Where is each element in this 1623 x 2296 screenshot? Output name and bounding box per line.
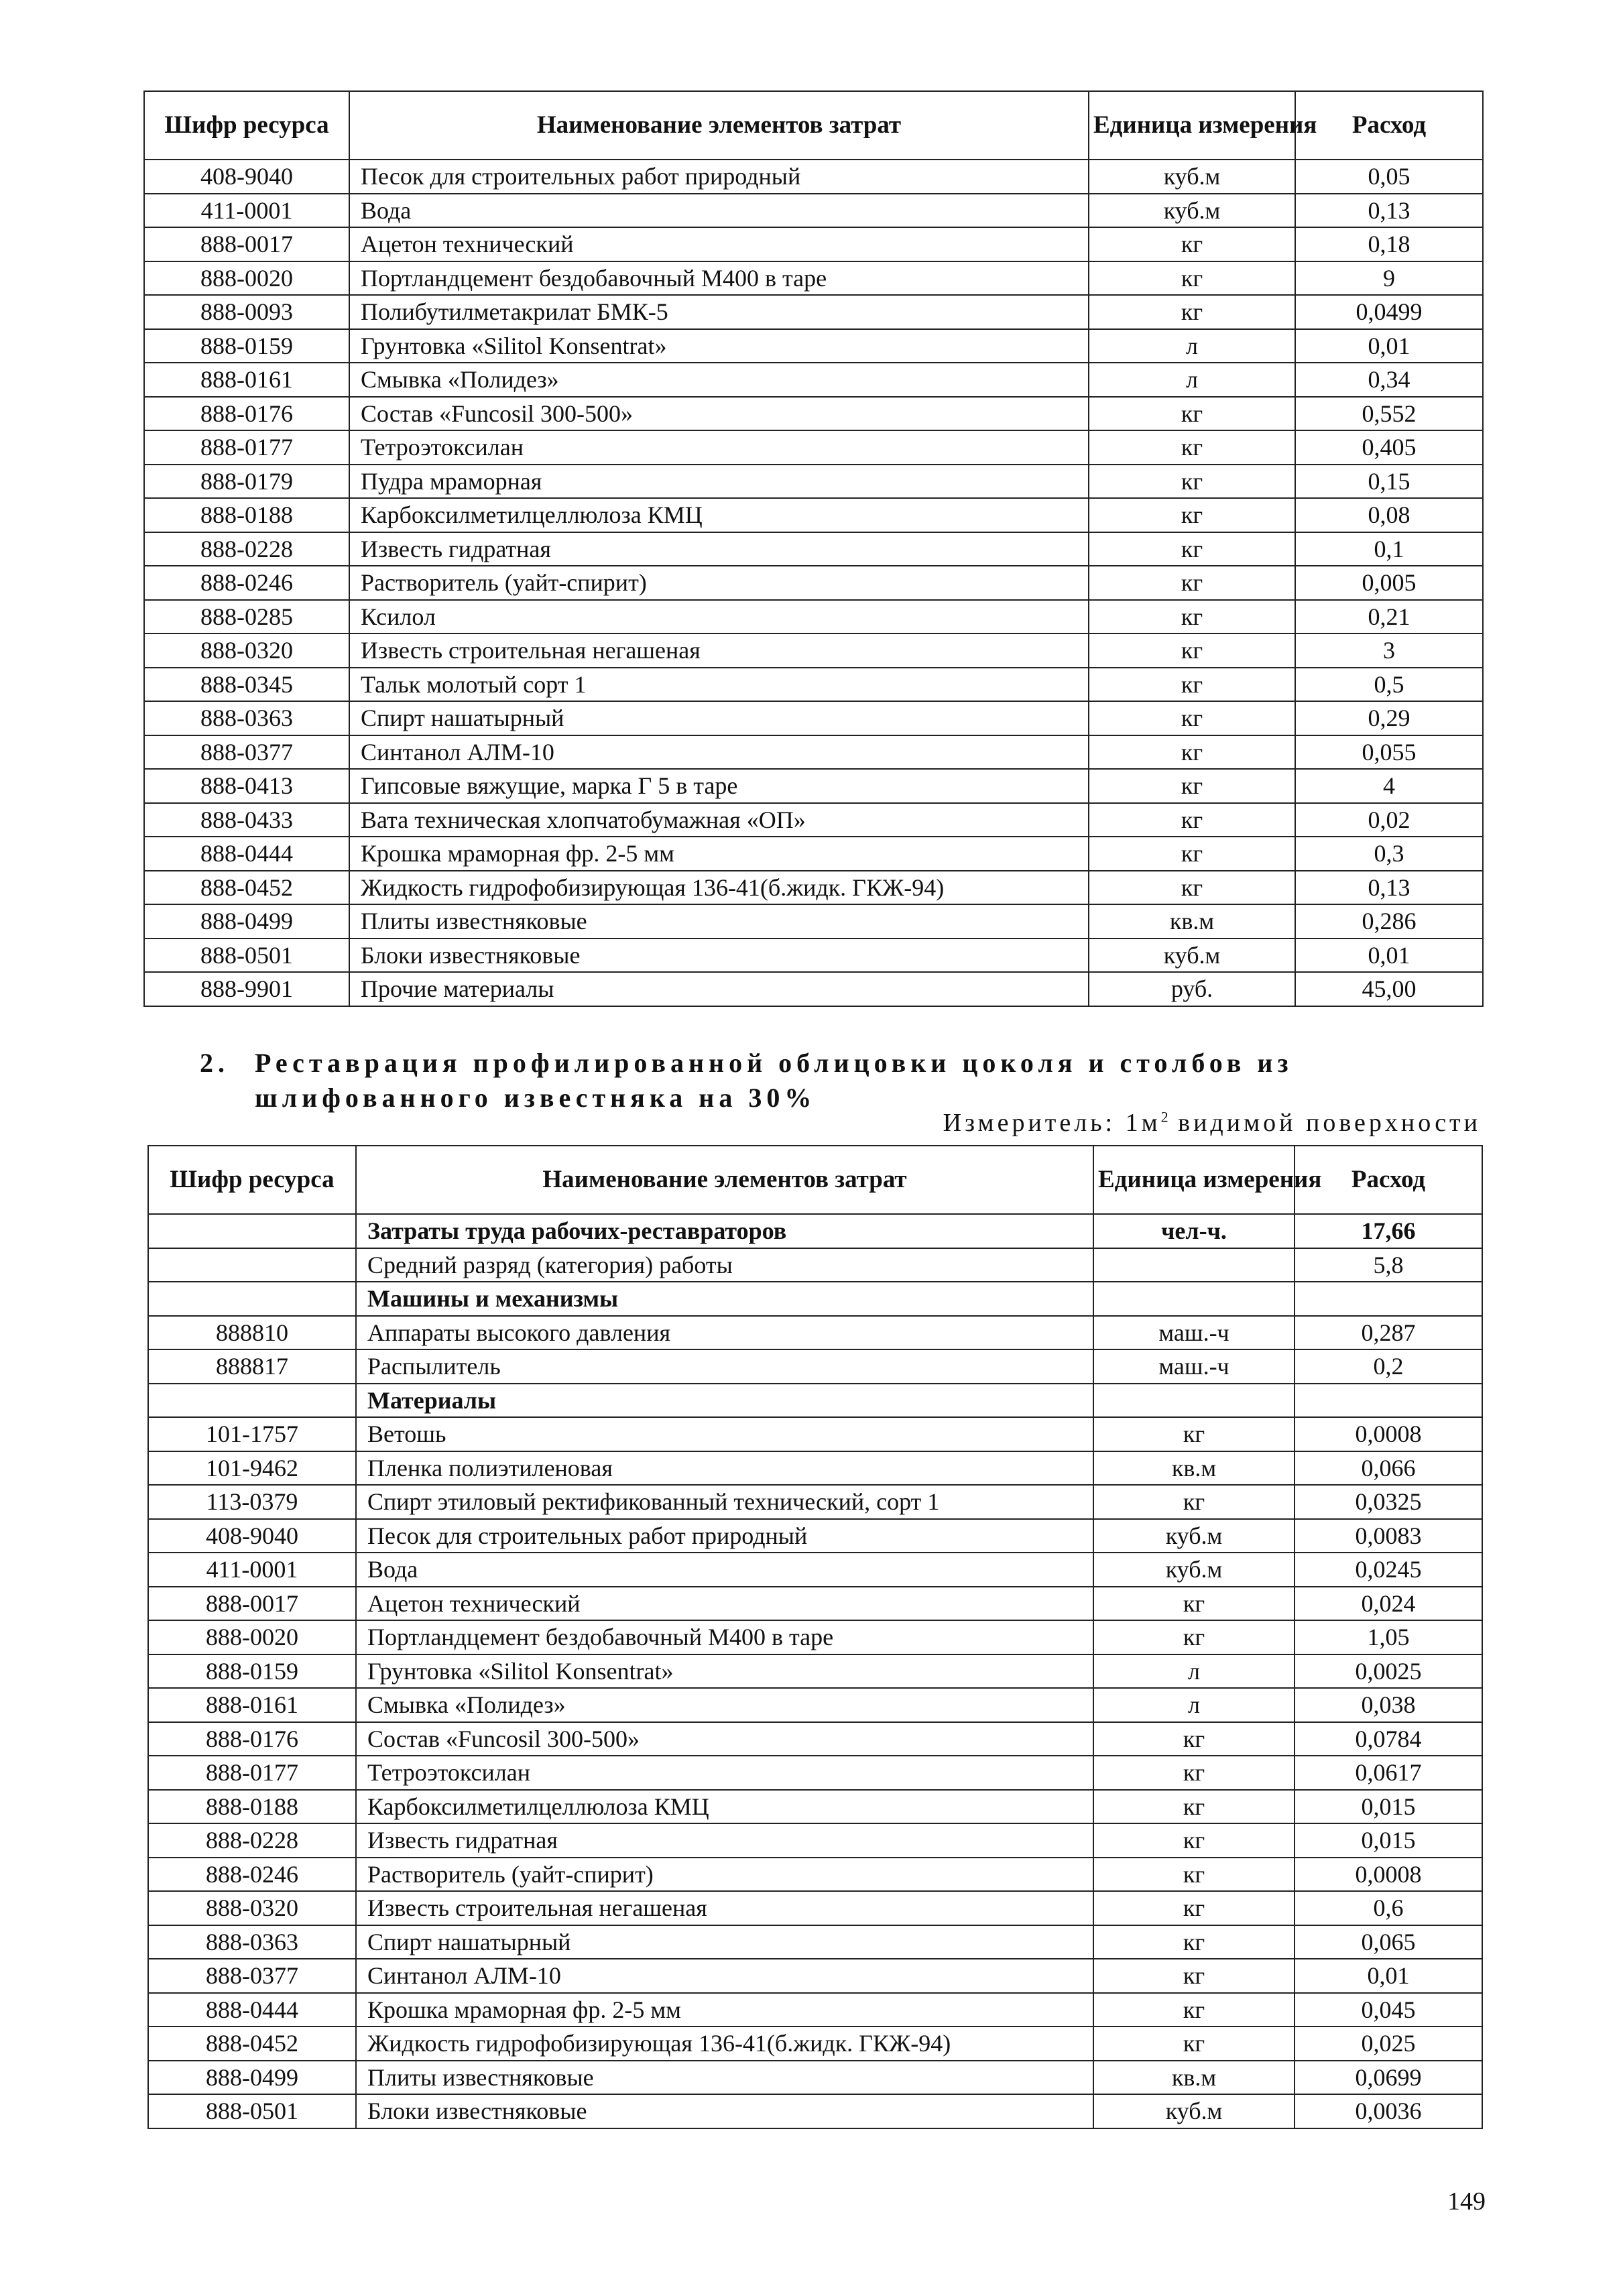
header-unit: Единица измерения bbox=[1089, 91, 1295, 160]
table-row bbox=[144, 735, 1483, 770]
table-row bbox=[148, 1756, 1482, 1790]
table-row bbox=[148, 2061, 1482, 2095]
table-row bbox=[144, 160, 1483, 194]
cell-unit: кг bbox=[1089, 295, 1295, 329]
cell-name: Жидкость гидрофобизирующая 136-41(б.жидк. ГКЖ-94) bbox=[349, 871, 1089, 905]
cell-name: Машины и механизмы bbox=[356, 1282, 1093, 1316]
cell-amount: 0,2 bbox=[1295, 1349, 1482, 1384]
header-name: Наименование элементов затрат bbox=[349, 91, 1089, 160]
cell-unit: л bbox=[1089, 329, 1295, 363]
cell-name: Портландцемент бездобавочный М400 в таре bbox=[349, 261, 1089, 296]
table-row bbox=[148, 1654, 1482, 1689]
cell-unit: куб.м bbox=[1093, 1519, 1295, 1553]
cell-unit: л bbox=[1093, 1654, 1295, 1689]
table-body bbox=[148, 1214, 1482, 2128]
table-row bbox=[144, 633, 1483, 668]
table-row bbox=[144, 600, 1483, 634]
cell-unit: кг bbox=[1093, 1858, 1295, 1892]
cell-amount: 0,552 bbox=[1295, 397, 1483, 431]
cell-amount bbox=[1295, 1282, 1482, 1316]
cell-unit: куб.м bbox=[1089, 160, 1295, 194]
measure-superscript: 2 bbox=[1160, 1108, 1168, 1126]
cell-unit: руб. bbox=[1089, 972, 1295, 1006]
cell-amount: 0,01 bbox=[1295, 939, 1483, 973]
table-row bbox=[144, 532, 1483, 566]
cell-name: Спирт этиловый ректификованный технический, сорт 1 bbox=[356, 1485, 1093, 1519]
cell-amount: 0,005 bbox=[1295, 566, 1483, 600]
cell-code: 411-0001 bbox=[148, 1553, 356, 1587]
cell-amount: 0,5 bbox=[1295, 668, 1483, 702]
table-row bbox=[148, 1688, 1482, 1722]
table-row bbox=[144, 261, 1483, 296]
cell-unit: кг bbox=[1093, 1959, 1295, 1993]
cell-amount: 0,01 bbox=[1295, 329, 1483, 363]
table-row bbox=[148, 1925, 1482, 1959]
cell-amount: 0,287 bbox=[1295, 1316, 1482, 1350]
cell-unit: кв.м bbox=[1093, 2061, 1295, 2095]
cell-name: Известь строительная негашеная bbox=[349, 633, 1089, 668]
cell-code: 888-0020 bbox=[144, 261, 349, 296]
cell-amount: 5,8 bbox=[1295, 1248, 1482, 1282]
table-row bbox=[148, 1993, 1482, 2027]
cell-amount: 0,065 bbox=[1295, 1925, 1482, 1959]
table-row bbox=[148, 1959, 1482, 1993]
cell-unit: кг bbox=[1089, 600, 1295, 634]
cell-name: Грунтовка «Silitol Konsentrat» bbox=[349, 329, 1089, 363]
cell-amount: 0,0025 bbox=[1295, 1654, 1482, 1689]
cell-amount: 3 bbox=[1295, 633, 1483, 668]
cell-amount: 17,66 bbox=[1295, 1214, 1482, 1248]
cell-name: Плиты известняковые bbox=[349, 904, 1089, 939]
cell-name: Смывка «Полидез» bbox=[356, 1688, 1093, 1722]
table-row bbox=[148, 1349, 1482, 1384]
cell-unit: кг bbox=[1089, 397, 1295, 431]
table-row bbox=[148, 1316, 1482, 1350]
cell-code: 888-0444 bbox=[144, 837, 349, 871]
table-row bbox=[144, 430, 1483, 465]
cell-code: 101-9462 bbox=[148, 1451, 356, 1486]
cell-name: Известь гидратная bbox=[349, 532, 1089, 566]
table-row bbox=[148, 1858, 1482, 1892]
cell-amount: 0,18 bbox=[1295, 227, 1483, 261]
cell-amount: 1,05 bbox=[1295, 1620, 1482, 1654]
cell-amount: 0,0008 bbox=[1295, 1858, 1482, 1892]
cell-code: 888-0363 bbox=[144, 701, 349, 735]
cell-code: 888-0501 bbox=[148, 2094, 356, 2128]
cell-code: 888-0188 bbox=[144, 498, 349, 532]
cell-amount: 0,024 bbox=[1295, 1587, 1482, 1621]
table-row bbox=[148, 1587, 1482, 1621]
cell-amount: 0,045 bbox=[1295, 1993, 1482, 2027]
table-row bbox=[148, 2027, 1482, 2061]
cell-code: 888-0433 bbox=[144, 803, 349, 837]
table-row bbox=[148, 1722, 1482, 1756]
cell-unit: л bbox=[1089, 363, 1295, 397]
cell-amount: 0,286 bbox=[1295, 904, 1483, 939]
cell-unit: кг bbox=[1089, 735, 1295, 770]
cell-code: 888-0228 bbox=[144, 532, 349, 566]
table-row bbox=[148, 1485, 1482, 1519]
cell-code: 888-0377 bbox=[144, 735, 349, 770]
cell-code: 888-0228 bbox=[148, 1823, 356, 1858]
section-title: Реставрация профилированной облицовки цоколя и столбов из шлифованного известняка на 30% bbox=[255, 1048, 1293, 1113]
cell-name: Средний разряд (категория) работы bbox=[356, 1248, 1093, 1282]
measure-prefix: Измеритель: 1м bbox=[943, 1109, 1161, 1137]
cell-name: Синтанол АЛМ-10 bbox=[349, 735, 1089, 770]
cell-code: 888-0320 bbox=[148, 1891, 356, 1925]
cell-name: Тетроэтоксилан bbox=[356, 1756, 1093, 1790]
cell-name: Состав «Funcosil 300-500» bbox=[356, 1722, 1093, 1756]
cell-unit: куб.м bbox=[1093, 1553, 1295, 1587]
cell-unit: куб.м bbox=[1089, 194, 1295, 228]
cell-name: Ацетон технический bbox=[349, 227, 1089, 261]
cell-name: Вата техническая хлопчатобумажная «ОП» bbox=[349, 803, 1089, 837]
measure-suffix: видимой поверхности bbox=[1168, 1109, 1481, 1137]
cell-unit: кг bbox=[1089, 227, 1295, 261]
cell-unit: кг bbox=[1093, 1790, 1295, 1824]
cell-amount: 0,015 bbox=[1295, 1790, 1482, 1824]
cell-unit: кг bbox=[1089, 668, 1295, 702]
cell-unit: кг bbox=[1093, 1756, 1295, 1790]
cell-code: 888-0246 bbox=[148, 1858, 356, 1892]
cell-name: Пудра мраморная bbox=[349, 465, 1089, 499]
table-header-row bbox=[144, 91, 1483, 160]
cell-code: 888-0177 bbox=[144, 430, 349, 465]
cell-amount: 0,01 bbox=[1295, 1959, 1482, 1993]
cell-amount: 0,13 bbox=[1295, 194, 1483, 228]
cell-code: 888-0177 bbox=[148, 1756, 356, 1790]
cell-unit: кг bbox=[1089, 566, 1295, 600]
table-row bbox=[144, 397, 1483, 431]
cell-unit: л bbox=[1093, 1688, 1295, 1722]
cell-code: 888-0413 bbox=[144, 769, 349, 803]
table-row bbox=[144, 769, 1483, 803]
cell-code: 888-0020 bbox=[148, 1620, 356, 1654]
cell-name: Грунтовка «Silitol Konsentrat» bbox=[356, 1654, 1093, 1689]
cell-unit: кг bbox=[1093, 1587, 1295, 1621]
cell-name: Ветошь bbox=[356, 1417, 1093, 1451]
cell-code: 888-0161 bbox=[144, 363, 349, 397]
cell-code: 101-1757 bbox=[148, 1417, 356, 1451]
table-row bbox=[144, 363, 1483, 397]
cell-code: 888-0176 bbox=[148, 1722, 356, 1756]
cell-code: 888-0285 bbox=[144, 600, 349, 634]
cell-unit bbox=[1093, 1248, 1295, 1282]
table-row bbox=[148, 1519, 1482, 1553]
cell-name: Растворитель (уайт-спирит) bbox=[349, 566, 1089, 600]
table-row bbox=[148, 1790, 1482, 1824]
cell-name: Распылитель bbox=[356, 1349, 1093, 1384]
cell-amount: 0,0245 bbox=[1295, 1553, 1482, 1587]
cell-name: Карбоксилметилцеллюлоза КМЦ bbox=[356, 1790, 1093, 1824]
header-amount: Расход bbox=[1295, 91, 1483, 160]
cell-amount: 0,015 bbox=[1295, 1823, 1482, 1858]
cell-unit: маш.-ч bbox=[1093, 1349, 1295, 1384]
table-row bbox=[144, 668, 1483, 702]
table-body bbox=[144, 160, 1483, 1006]
cell-amount: 0,34 bbox=[1295, 363, 1483, 397]
table-row bbox=[144, 295, 1483, 329]
cell-amount: 0,025 bbox=[1295, 2027, 1482, 2061]
cell-code: 888810 bbox=[148, 1316, 356, 1350]
cell-name: Растворитель (уайт-спирит) bbox=[356, 1858, 1093, 1892]
cell-name: Материалы bbox=[356, 1384, 1093, 1418]
cell-unit: кв.м bbox=[1089, 904, 1295, 939]
cell-code: 888817 bbox=[148, 1349, 356, 1384]
cell-unit: кг bbox=[1093, 1891, 1295, 1925]
cell-name: Тальк молотый сорт 1 bbox=[349, 668, 1089, 702]
cell-name: Спирт нашатырный bbox=[356, 1925, 1093, 1959]
cell-amount: 9 bbox=[1295, 261, 1483, 296]
cell-name: Портландцемент бездобавочный М400 в таре bbox=[356, 1620, 1093, 1654]
cell-amount: 0,08 bbox=[1295, 498, 1483, 532]
cell-code: 888-0188 bbox=[148, 1790, 356, 1824]
table-row bbox=[148, 1214, 1482, 1248]
cell-amount: 0,0325 bbox=[1295, 1485, 1482, 1519]
cell-name: Ксилол bbox=[349, 600, 1089, 634]
cell-amount: 0,0036 bbox=[1295, 2094, 1482, 2128]
measure-unit bbox=[943, 1108, 1481, 1138]
resource-table-1 bbox=[143, 90, 1484, 1007]
table-row bbox=[148, 1823, 1482, 1858]
cell-name: Смывка «Полидез» bbox=[349, 363, 1089, 397]
cell-unit: кг bbox=[1093, 1722, 1295, 1756]
cell-name: Аппараты высокого давления bbox=[356, 1316, 1093, 1350]
cell-unit: кг bbox=[1093, 1823, 1295, 1858]
table-row bbox=[144, 465, 1483, 499]
table-row bbox=[144, 498, 1483, 532]
cell-name: Затраты труда рабочих-реставраторов bbox=[356, 1214, 1093, 1248]
cell-name: Вода bbox=[349, 194, 1089, 228]
table-row bbox=[148, 1553, 1482, 1587]
cell-code bbox=[148, 1214, 356, 1248]
table-row bbox=[144, 803, 1483, 837]
cell-unit: кв.м bbox=[1093, 1451, 1295, 1486]
cell-code: 888-0176 bbox=[144, 397, 349, 431]
cell-code: 888-0499 bbox=[144, 904, 349, 939]
table-row bbox=[144, 837, 1483, 871]
cell-amount: 0,3 bbox=[1295, 837, 1483, 871]
cell-name: Известь строительная негашеная bbox=[356, 1891, 1093, 1925]
cell-code: 408-9040 bbox=[144, 160, 349, 194]
table-row bbox=[144, 939, 1483, 973]
cell-amount: 0,21 bbox=[1295, 600, 1483, 634]
cell-code: 888-0093 bbox=[144, 295, 349, 329]
table-row bbox=[144, 194, 1483, 228]
cell-amount: 0,6 bbox=[1295, 1891, 1482, 1925]
cell-name: Блоки известняковые bbox=[349, 939, 1089, 973]
cell-name: Крошка мраморная фр. 2-5 мм bbox=[356, 1993, 1093, 2027]
cell-name: Блоки известняковые bbox=[356, 2094, 1093, 2128]
cell-unit: кг bbox=[1089, 871, 1295, 905]
cell-name: Полибутилметакрилат БМК-5 bbox=[349, 295, 1089, 329]
cell-code bbox=[148, 1248, 356, 1282]
section-number: 2. bbox=[200, 1048, 229, 1078]
cell-unit bbox=[1093, 1282, 1295, 1316]
cell-unit: кг bbox=[1089, 803, 1295, 837]
cell-amount: 0,0083 bbox=[1295, 1519, 1482, 1553]
cell-unit: кг bbox=[1089, 261, 1295, 296]
cell-unit: кг bbox=[1093, 1417, 1295, 1451]
cell-amount: 0,055 bbox=[1295, 735, 1483, 770]
cell-unit: куб.м bbox=[1093, 2094, 1295, 2128]
cell-unit: кг bbox=[1089, 701, 1295, 735]
cell-code: 888-0377 bbox=[148, 1959, 356, 1993]
cell-unit bbox=[1093, 1384, 1295, 1418]
cell-name: Синтанол АЛМ-10 bbox=[356, 1959, 1093, 1993]
cell-unit: маш.-ч bbox=[1093, 1316, 1295, 1350]
cell-unit: кг bbox=[1089, 837, 1295, 871]
cell-unit: кг bbox=[1089, 633, 1295, 668]
cell-code bbox=[148, 1282, 356, 1316]
cell-code: 888-0017 bbox=[144, 227, 349, 261]
cell-code: 888-0444 bbox=[148, 1993, 356, 2027]
table-row bbox=[144, 972, 1483, 1006]
table-row bbox=[144, 701, 1483, 735]
cell-unit: кг bbox=[1093, 1485, 1295, 1519]
cell-amount: 0,02 bbox=[1295, 803, 1483, 837]
header-unit: Единица измерения bbox=[1093, 1146, 1295, 1214]
resource-table-2 bbox=[147, 1145, 1483, 2129]
cell-code: 888-0159 bbox=[148, 1654, 356, 1689]
header-name: Наименование элементов затрат bbox=[356, 1146, 1093, 1214]
table-row bbox=[148, 2094, 1482, 2128]
cell-amount: 0,1 bbox=[1295, 532, 1483, 566]
cell-code: 888-0345 bbox=[144, 668, 349, 702]
table-row bbox=[144, 871, 1483, 905]
cell-code: 411-0001 bbox=[144, 194, 349, 228]
cell-amount bbox=[1295, 1384, 1482, 1418]
cell-amount: 0,0699 bbox=[1295, 2061, 1482, 2095]
header-amount: Расход bbox=[1295, 1146, 1482, 1214]
cell-name: Гипсовые вяжущие, марка Г 5 в таре bbox=[349, 769, 1089, 803]
cell-code: 888-0501 bbox=[144, 939, 349, 973]
table-row bbox=[148, 1417, 1482, 1451]
header-code: Шифр ресурса bbox=[148, 1146, 356, 1214]
cell-amount: 0,15 bbox=[1295, 465, 1483, 499]
cell-code: 888-0159 bbox=[144, 329, 349, 363]
cell-unit: куб.м bbox=[1089, 939, 1295, 973]
header-code: Шифр ресурса bbox=[144, 91, 349, 160]
cell-name: Ацетон технический bbox=[356, 1587, 1093, 1621]
cell-unit: кг bbox=[1089, 465, 1295, 499]
table-row bbox=[148, 1282, 1482, 1316]
cell-code: 408-9040 bbox=[148, 1519, 356, 1553]
cell-amount: 0,038 bbox=[1295, 1688, 1482, 1722]
table-row bbox=[144, 329, 1483, 363]
cell-name: Крошка мраморная фр. 2-5 мм bbox=[349, 837, 1089, 871]
cell-code: 113-0379 bbox=[148, 1485, 356, 1519]
table-row bbox=[148, 1248, 1482, 1282]
cell-amount: 0,0617 bbox=[1295, 1756, 1482, 1790]
cell-unit: кг bbox=[1089, 430, 1295, 465]
table-row bbox=[148, 1451, 1482, 1486]
table-row bbox=[148, 1620, 1482, 1654]
cell-code: 888-0320 bbox=[144, 633, 349, 668]
cell-name: Состав «Funcosil 300-500» bbox=[349, 397, 1089, 431]
cell-amount: 0,405 bbox=[1295, 430, 1483, 465]
cell-name: Спирт нашатырный bbox=[349, 701, 1089, 735]
cell-code: 888-0161 bbox=[148, 1688, 356, 1722]
cell-unit: кг bbox=[1093, 1993, 1295, 2027]
cell-code: 888-0499 bbox=[148, 2061, 356, 2095]
cell-code: 888-0017 bbox=[148, 1587, 356, 1621]
cell-code: 888-0179 bbox=[144, 465, 349, 499]
table-row bbox=[148, 1384, 1482, 1418]
table-row bbox=[148, 1891, 1482, 1925]
cell-name: Карбоксилметилцеллюлоза КМЦ bbox=[349, 498, 1089, 532]
cell-amount: 0,13 bbox=[1295, 871, 1483, 905]
cell-amount: 0,0499 bbox=[1295, 295, 1483, 329]
cell-name: Известь гидратная bbox=[356, 1823, 1093, 1858]
cell-name: Песок для строительных работ природный bbox=[349, 160, 1089, 194]
cell-name: Тетроэтоксилан bbox=[349, 430, 1089, 465]
cell-unit: чел-ч. bbox=[1093, 1214, 1295, 1248]
table-header-row bbox=[148, 1146, 1482, 1214]
cell-amount: 0,05 bbox=[1295, 160, 1483, 194]
table-row bbox=[144, 566, 1483, 600]
cell-amount: 0,29 bbox=[1295, 701, 1483, 735]
cell-unit: кг bbox=[1093, 1620, 1295, 1654]
cell-name: Песок для строительных работ природный bbox=[356, 1519, 1093, 1553]
cell-name: Жидкость гидрофобизирующая 136-41(б.жидк. ГКЖ-94) bbox=[356, 2027, 1093, 2061]
cell-unit: кг bbox=[1089, 769, 1295, 803]
table-row bbox=[144, 904, 1483, 939]
cell-name: Плиты известняковые bbox=[356, 2061, 1093, 2095]
cell-code: 888-9901 bbox=[144, 972, 349, 1006]
cell-code: 888-0363 bbox=[148, 1925, 356, 1959]
cell-code: 888-0246 bbox=[144, 566, 349, 600]
section-heading bbox=[201, 1046, 1508, 1115]
cell-amount: 0,0008 bbox=[1295, 1417, 1482, 1451]
cell-name: Вода bbox=[356, 1553, 1093, 1587]
cell-unit: кг bbox=[1089, 532, 1295, 566]
cell-code: 888-0452 bbox=[148, 2027, 356, 2061]
cell-amount: 45,00 bbox=[1295, 972, 1483, 1006]
page-number: 149 bbox=[1447, 2187, 1486, 2216]
cell-unit: кг bbox=[1089, 498, 1295, 532]
cell-amount: 0,0784 bbox=[1295, 1722, 1482, 1756]
cell-code: 888-0452 bbox=[144, 871, 349, 905]
cell-amount: 0,066 bbox=[1295, 1451, 1482, 1486]
table-row bbox=[144, 227, 1483, 261]
cell-code bbox=[148, 1384, 356, 1418]
cell-name: Пленка полиэтиленовая bbox=[356, 1451, 1093, 1486]
cell-name: Прочие материалы bbox=[349, 972, 1089, 1006]
cell-unit: кг bbox=[1093, 2027, 1295, 2061]
cell-unit: кг bbox=[1093, 1925, 1295, 1959]
cell-amount: 4 bbox=[1295, 769, 1483, 803]
